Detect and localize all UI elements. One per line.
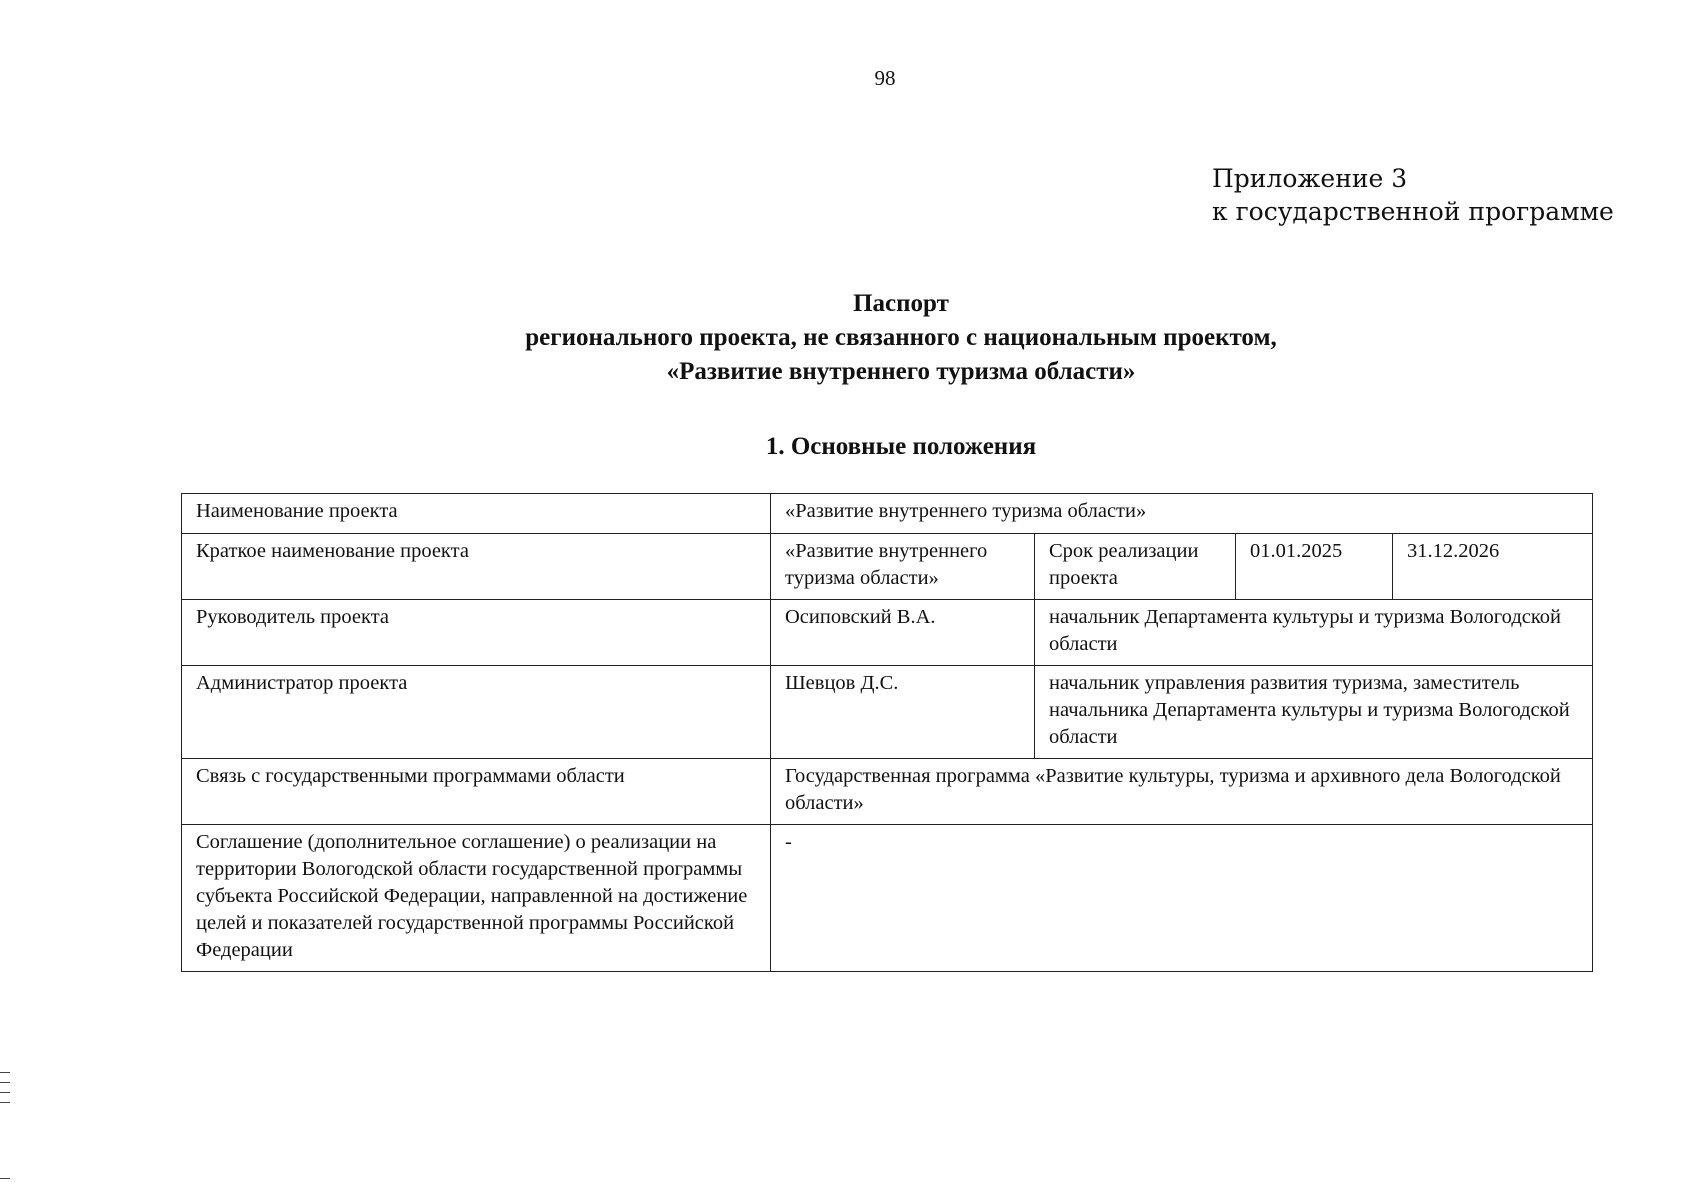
scan-edge-mark [0, 1082, 10, 1083]
table-row-short-name [182, 534, 1593, 600]
agreement-label: Соглашение (дополнительное соглашение) о реализации на территории Вологодской области государственной программы субъекта Российской Федерации, направленной на достижение целей и показателей государственной программы Российской Федерации [182, 825, 771, 972]
project-head-name: Осиповский В.А. [771, 600, 1035, 666]
table-row-agreement [182, 825, 1593, 972]
agreement-value: - [771, 825, 1593, 972]
appendix-note [1212, 162, 1614, 228]
project-head-label: Руководитель проекта [182, 600, 771, 666]
scan-edge-mark [0, 1102, 10, 1103]
program-link-label: Связь с государственными программами области [182, 759, 771, 825]
project-name-label: Наименование проекта [182, 494, 771, 534]
project-admin-position: начальник управления развития туризма, заместитель начальника Департамента культуры и туризма Вологодской области [1035, 666, 1593, 759]
section-heading: 1. Основные положения [765, 433, 1037, 460]
term-label: Срок реализации проекта [1035, 534, 1236, 600]
scan-edge-mark [0, 1092, 10, 1093]
table-row-program-link [182, 759, 1593, 825]
appendix-line-1: Приложение 3 [1212, 164, 1408, 193]
scan-edge-mark [0, 1178, 10, 1179]
table-row-project-head [182, 600, 1593, 666]
passport-table [181, 493, 1593, 972]
program-link-value: Государственная программа «Развитие культуры, туризма и архивного дела Вологодской области» [771, 759, 1593, 825]
title-line-3: «Развитие внутреннего туризма области» [666, 358, 1136, 385]
table-row-project-admin [182, 666, 1593, 759]
title-line-1: Паспорт [853, 290, 949, 317]
document-title [181, 287, 1621, 389]
short-name-value: «Развитие внутреннего туризма области» [771, 534, 1035, 600]
start-date: 01.01.2025 [1236, 534, 1393, 600]
table-row-project-name [182, 494, 1593, 534]
title-line-2: регионального проекта, не связанного с национальным проектом, [525, 324, 1277, 351]
project-head-position: начальник Департамента культуры и туризма Вологодской области [1035, 600, 1593, 666]
page-number: 98 [874, 66, 896, 90]
scan-edge-mark [0, 1072, 10, 1073]
project-admin-name: Шевцов Д.С. [771, 666, 1035, 759]
appendix-line-2: к государственной программе [1212, 197, 1614, 226]
project-name-value: «Развитие внутреннего туризма области» [771, 494, 1593, 534]
short-name-label: Краткое наименование проекта [182, 534, 771, 600]
end-date: 31.12.2026 [1393, 534, 1593, 600]
project-admin-label: Администратор проекта [182, 666, 771, 759]
